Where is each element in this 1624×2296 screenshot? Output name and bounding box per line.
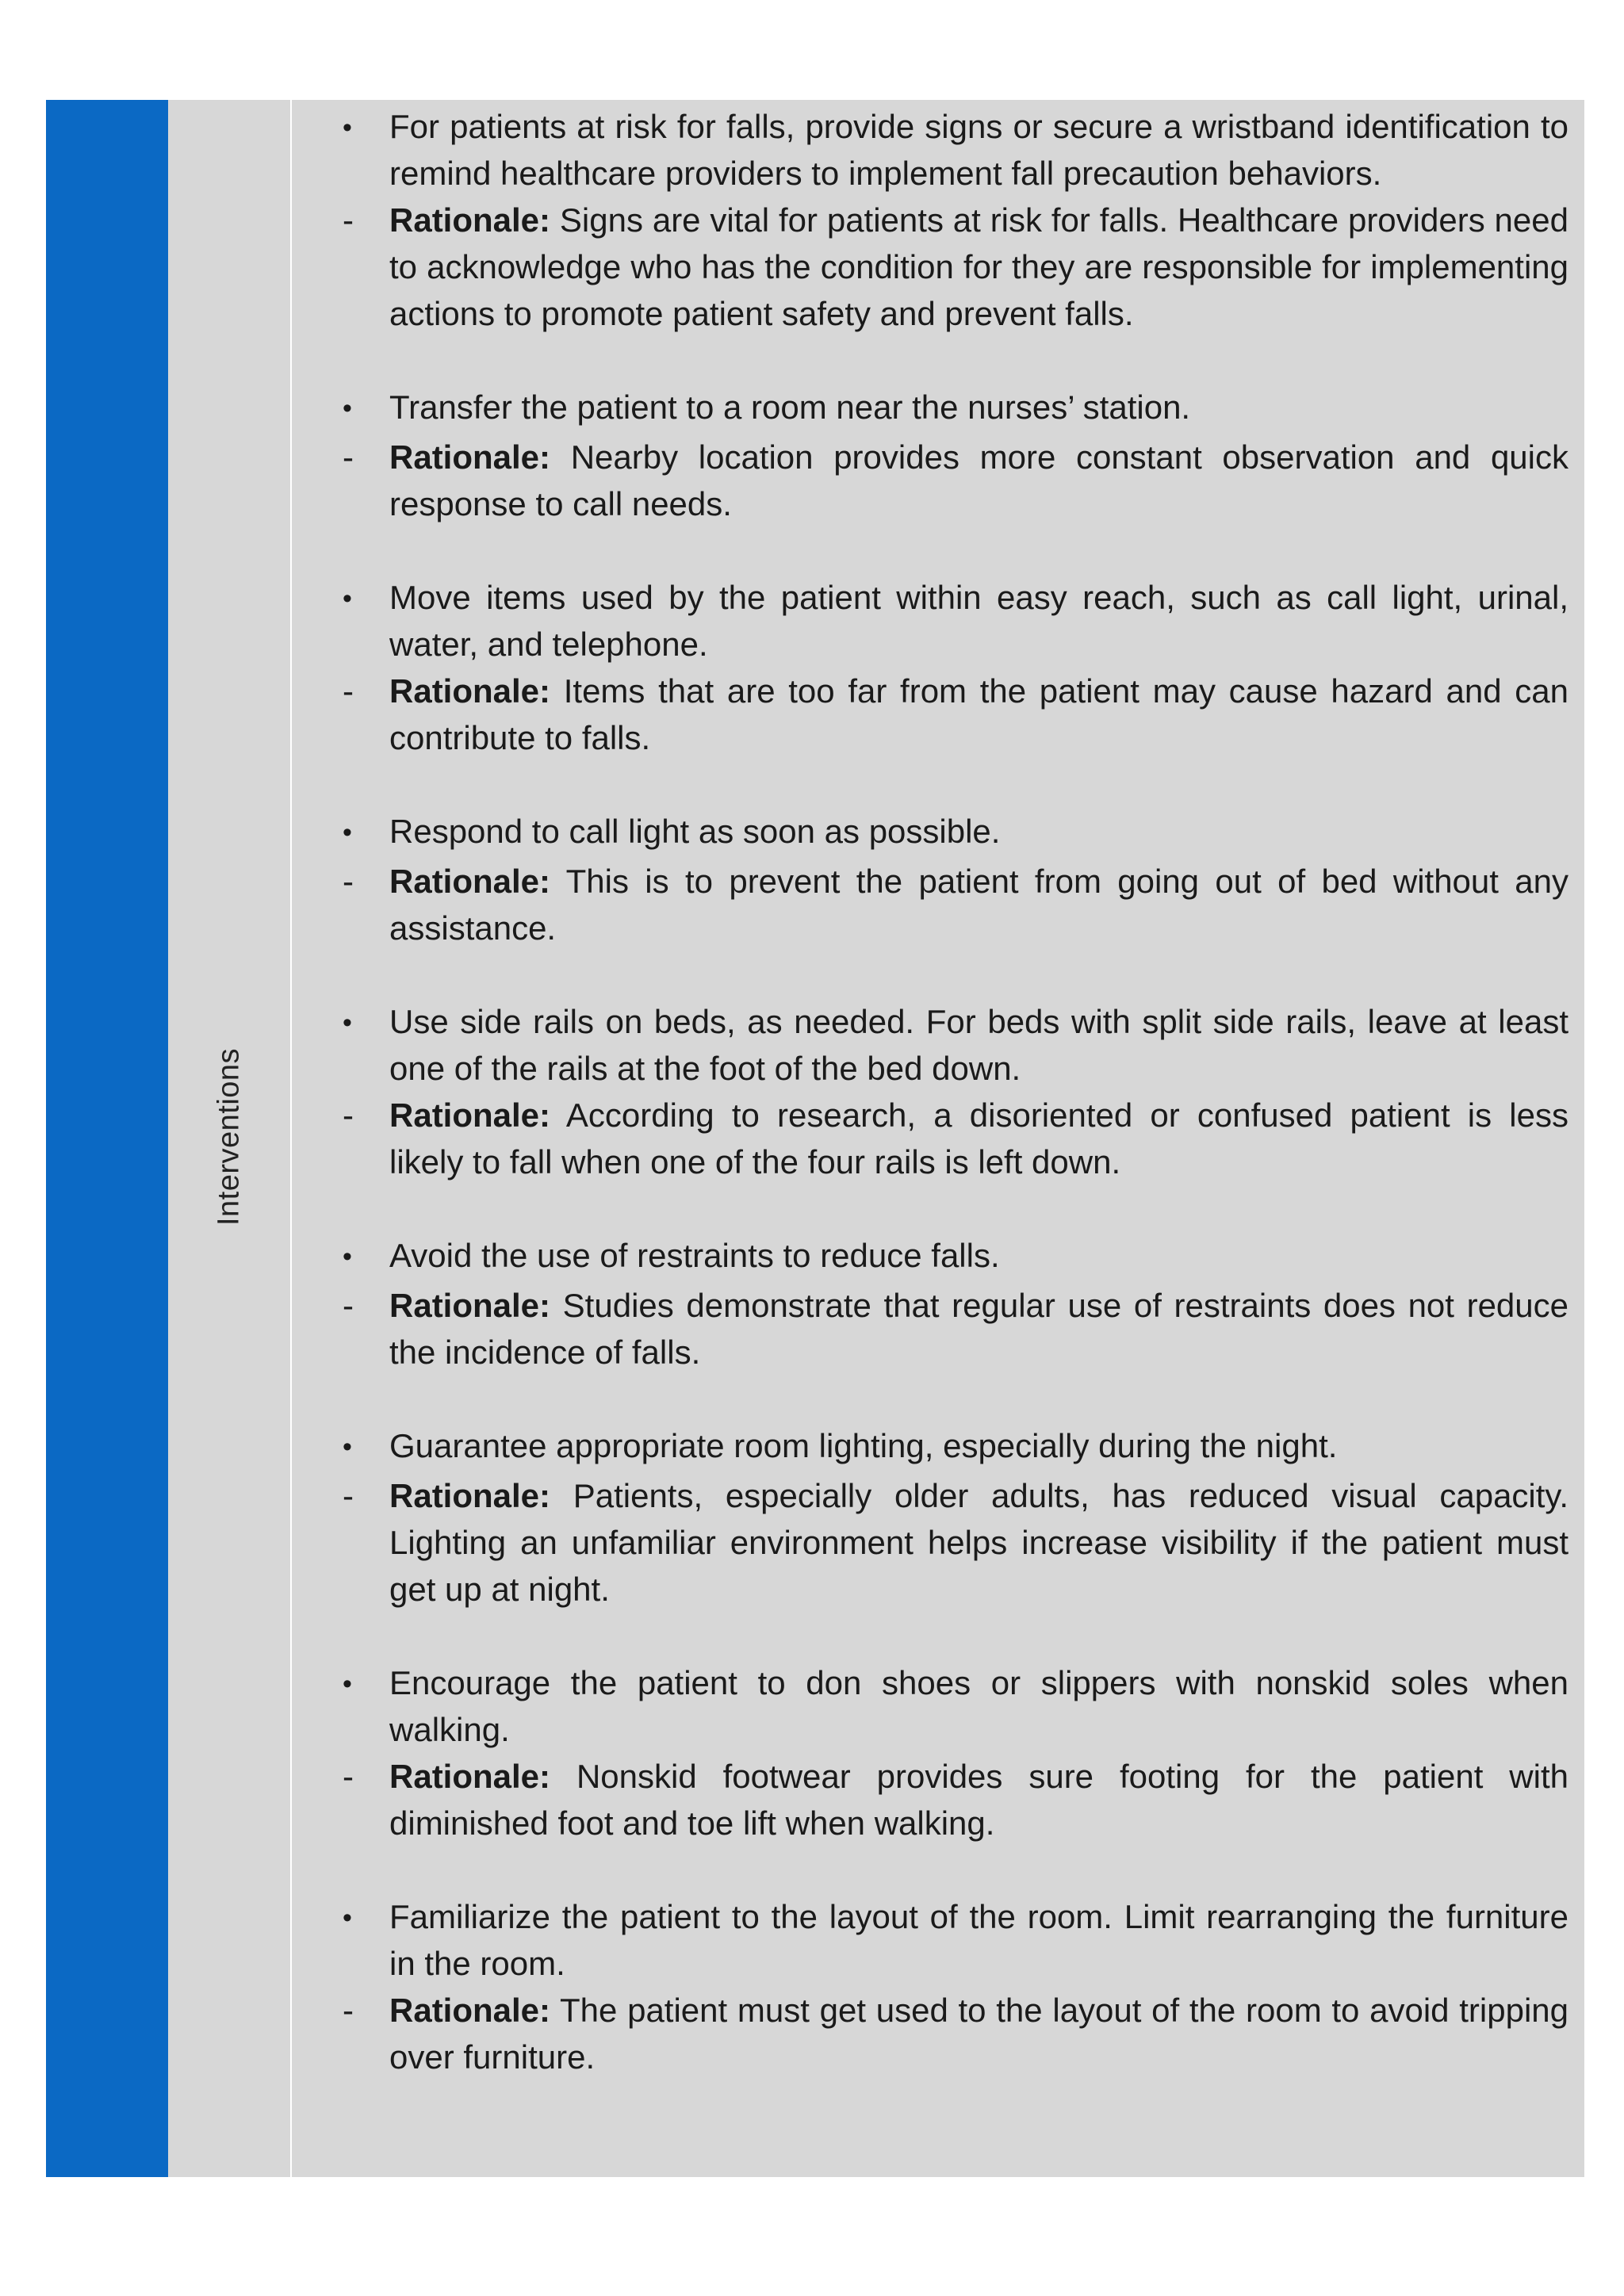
rationale-text: Studies demonstrate that regular use of restraints does not reduce the incidence of falls.	[389, 1287, 1568, 1371]
dash-marker: -	[343, 438, 354, 476]
dash-marker: -	[343, 201, 354, 239]
dash-marker: -	[343, 1477, 354, 1514]
rationale-line	[339, 1987, 1568, 2080]
intervention-line	[339, 808, 1568, 858]
rationale-line	[339, 1282, 1568, 1376]
dash-marker: -	[343, 672, 354, 710]
rationale-text: Nearby location provides more constant observation and quick response to call needs.	[389, 438, 1569, 522]
rationale-line	[339, 668, 1568, 761]
intervention-line	[339, 384, 1568, 434]
bullet-icon: •	[343, 1008, 352, 1038]
rationale-label: Rationale:	[389, 1992, 551, 2029]
rationale-line	[339, 434, 1568, 527]
rationale-line	[339, 858, 1568, 951]
intervention-line	[339, 103, 1568, 197]
rationale-line	[339, 1472, 1568, 1613]
intervention-text: Guarantee appropriate room lighting, especially during the night.	[389, 1427, 1338, 1464]
rationale-label: Rationale:	[389, 201, 551, 239]
intervention-line	[339, 1422, 1568, 1472]
bullet-icon: •	[343, 1432, 352, 1462]
rationale-text-wrap	[389, 197, 1568, 337]
dash-marker: -	[343, 863, 354, 900]
bullet-icon: •	[343, 113, 352, 143]
intervention-text: For patients at risk for falls, provide signs or secure a wristband identification to remind healthcare providers to implement fall precaution behaviors.	[389, 108, 1568, 192]
rationale-line	[339, 1092, 1568, 1185]
intervention-item	[339, 574, 1568, 761]
dash-marker: -	[343, 1096, 354, 1134]
rationale-label: Rationale:	[389, 863, 551, 900]
intervention-text: Encourage the patient to don shoes or slippers with nonskid soles when walking.	[389, 1664, 1568, 1748]
rationale-text: Nonskid footwear provides sure footing for the patient with diminished foot and toe lift when walking.	[389, 1758, 1568, 1842]
intervention-text: Avoid the use of restraints to reduce falls.	[389, 1237, 1000, 1274]
intervention-item	[339, 1422, 1568, 1613]
rationale-text: According to research, a disoriented or confused patient is less likely to fall when one of the four rails is left down.	[389, 1096, 1568, 1181]
intervention-item	[339, 384, 1568, 527]
interventions-list	[292, 100, 1584, 2177]
section-label: Interventions	[212, 1047, 246, 1226]
dash-marker: -	[343, 1758, 354, 1795]
bullet-icon: •	[343, 1669, 352, 1699]
intervention-item	[339, 100, 1568, 337]
section-label-column	[168, 100, 292, 2177]
rationale-text: Signs are vital for patients at risk for falls. Healthcare providers need to acknowledge who has the condition for they are responsible for implementing actions to promote patient safety and prevent falls.	[389, 201, 1568, 332]
rationale-text-wrap	[389, 858, 1568, 951]
accent-sidebar	[46, 100, 168, 2177]
rationale-label: Rationale:	[389, 672, 551, 710]
intervention-item	[339, 808, 1568, 951]
intervention-item	[339, 1659, 1568, 1846]
intervention-line	[339, 574, 1568, 668]
intervention-text: Move items used by the patient within easy reach, such as call light, urinal, water, and telephone.	[389, 579, 1568, 663]
rationale-label: Rationale:	[389, 438, 551, 476]
rationale-text-wrap	[389, 1987, 1568, 2080]
bullet-icon: •	[343, 584, 352, 614]
intervention-text: Respond to call light as soon as possible.	[389, 813, 1001, 850]
rationale-line	[339, 1753, 1568, 1846]
intervention-line	[339, 1893, 1568, 1987]
intervention-item	[339, 1232, 1568, 1376]
rationale-label: Rationale:	[389, 1477, 551, 1514]
intervention-line	[339, 1659, 1568, 1753]
rationale-line	[339, 197, 1568, 337]
dash-marker: -	[343, 1287, 354, 1324]
intervention-text: Familiarize the patient to the layout of the room. Limit rearranging the furniture in the room.	[389, 1898, 1568, 1982]
bullet-icon: •	[343, 1903, 352, 1933]
bullet-icon: •	[343, 393, 352, 423]
rationale-text-wrap	[389, 434, 1568, 527]
care-plan-table	[46, 100, 1584, 2177]
rationale-text-wrap	[389, 1092, 1568, 1185]
rationale-label: Rationale:	[389, 1096, 551, 1134]
intervention-item	[339, 1893, 1568, 2080]
intervention-line	[339, 1232, 1568, 1282]
dash-marker: -	[343, 1992, 354, 2029]
rationale-label: Rationale:	[389, 1287, 551, 1324]
rationale-label: Rationale:	[389, 1758, 551, 1795]
rationale-text-wrap	[389, 668, 1568, 761]
rationale-text: Items that are too far from the patient may cause hazard and can contribute to falls.	[389, 672, 1568, 756]
intervention-text: Transfer the patient to a room near the nurses’ station.	[389, 388, 1191, 426]
rationale-text-wrap	[389, 1753, 1568, 1846]
intervention-text: Use side rails on beds, as needed. For beds with split side rails, leave at least one of the rails at the foot of the bed down.	[389, 1003, 1568, 1087]
bullet-icon: •	[343, 1242, 352, 1272]
bullet-icon: •	[343, 817, 352, 848]
rationale-text: This is to prevent the patient from going out of bed without any assistance.	[389, 863, 1568, 947]
intervention-line	[339, 998, 1568, 1092]
intervention-item	[339, 998, 1568, 1185]
rationale-text: The patient must get used to the layout of the room to avoid tripping over furniture.	[389, 1992, 1569, 2076]
rationale-text: Patients, especially older adults, has reduced visual capacity. Lighting an unfamiliar environment helps increase visibility if the patient must get up at night.	[389, 1477, 1568, 1608]
rationale-text-wrap	[389, 1472, 1568, 1613]
rationale-text-wrap	[389, 1282, 1568, 1376]
